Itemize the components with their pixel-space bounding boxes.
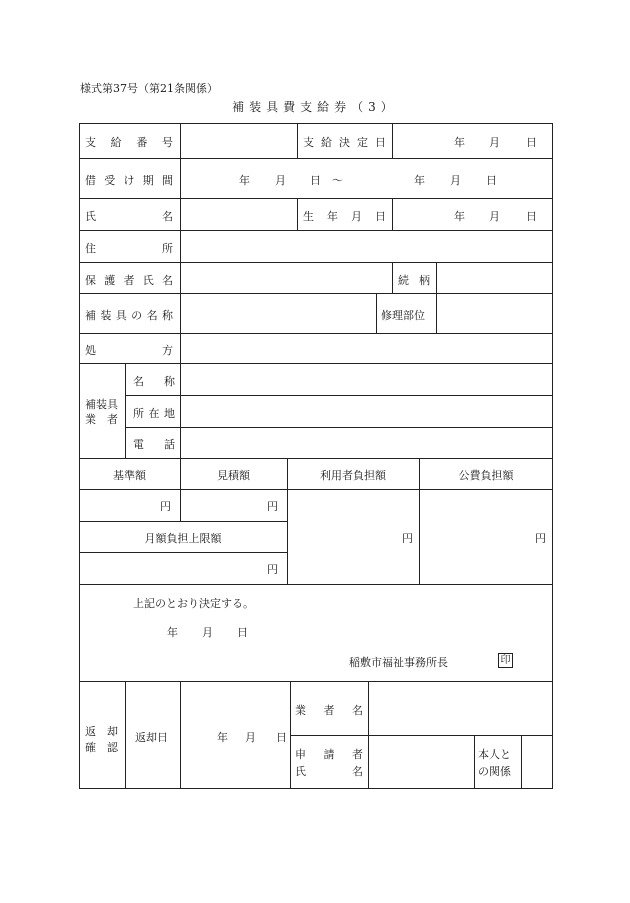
header-user-burden: 利用者負担額 <box>320 469 386 482</box>
period-tilde: ～ <box>332 174 343 187</box>
decision-text: 上記のとおり決定する。 <box>133 597 254 610</box>
date-day: 日 <box>486 174 497 187</box>
label-relation-2: の関係 <box>478 765 511 778</box>
header-public-burden: 公費負担額 <box>458 469 514 482</box>
label-hogosha-shimei: 保 護 者 氏 名 <box>85 274 173 287</box>
date-day: 日 <box>276 731 287 744</box>
label-vendor-phone: 電 話 <box>133 438 175 451</box>
label-shikyu-kettei-bi: 支 給 決 定 日 <box>303 136 386 149</box>
date-year: 年 <box>167 626 178 639</box>
label-vendor-group-1: 補装具 <box>85 398 118 411</box>
label-jusho: 住 所 <box>85 242 173 255</box>
yen-unit: 円 <box>402 532 413 545</box>
form-number: 様式第37号（第21条関係） <box>80 82 218 95</box>
label-return-2: 確 認 <box>85 741 118 754</box>
document-title: 補装具費支給券（3） <box>232 100 398 114</box>
label-applicant-1: 申 請 者 <box>295 748 363 761</box>
date-year: 年 <box>414 174 425 187</box>
yen-unit: 円 <box>535 532 546 545</box>
label-relation-1: 本人と <box>478 748 511 761</box>
label-shikyu-bango: 支 給 番 号 <box>85 136 173 149</box>
header-base-amount: 基準額 <box>113 469 146 482</box>
label-kariuke-kikan: 借 受 け 期 間 <box>85 174 173 187</box>
yen-unit: 円 <box>267 500 278 513</box>
authority-name: 稲敷市福祉事務所長 <box>349 656 448 669</box>
date-month: 月 <box>245 731 256 744</box>
date-year: 年 <box>454 136 465 149</box>
date-month: 月 <box>202 626 213 639</box>
label-shoho: 処 方 <box>85 344 173 357</box>
date-day: 日 <box>310 174 321 187</box>
label-shuri-bui: 修理部位 <box>381 309 425 322</box>
date-year: 年 <box>454 210 465 223</box>
header-estimate-amount: 見積額 <box>217 469 250 482</box>
label-vendor-group-2: 業 者 <box>85 413 118 426</box>
label-applicant-2: 氏 名 <box>295 765 363 778</box>
date-month: 月 <box>275 174 286 187</box>
label-return-date: 返却日 <box>135 731 168 744</box>
label-vendor-name: 名 称 <box>133 375 175 388</box>
yen-unit: 円 <box>267 563 278 576</box>
date-year: 年 <box>217 731 228 744</box>
label-shimei: 氏 名 <box>85 210 173 223</box>
date-day: 日 <box>237 626 248 639</box>
yen-unit: 円 <box>160 500 171 513</box>
date-month: 月 <box>450 174 461 187</box>
date-day: 日 <box>526 136 537 149</box>
date-year: 年 <box>239 174 250 187</box>
label-monthly-cap: 月額負担上限額 <box>144 532 222 545</box>
label-zokugara: 続 柄 <box>398 274 430 287</box>
label-meisho: 補 装 具 の 名 称 <box>85 309 173 322</box>
label-seinengappi: 生 年 月 日 <box>303 210 386 223</box>
label-vendor-address: 所 在 地 <box>133 407 175 420</box>
label-vendor-name-return: 業 者 名 <box>295 704 363 717</box>
label-return-1: 返 却 <box>85 725 118 738</box>
date-month: 月 <box>489 136 500 149</box>
date-day: 日 <box>526 210 537 223</box>
date-month: 月 <box>489 210 500 223</box>
seal-mark: 印 <box>498 653 513 668</box>
